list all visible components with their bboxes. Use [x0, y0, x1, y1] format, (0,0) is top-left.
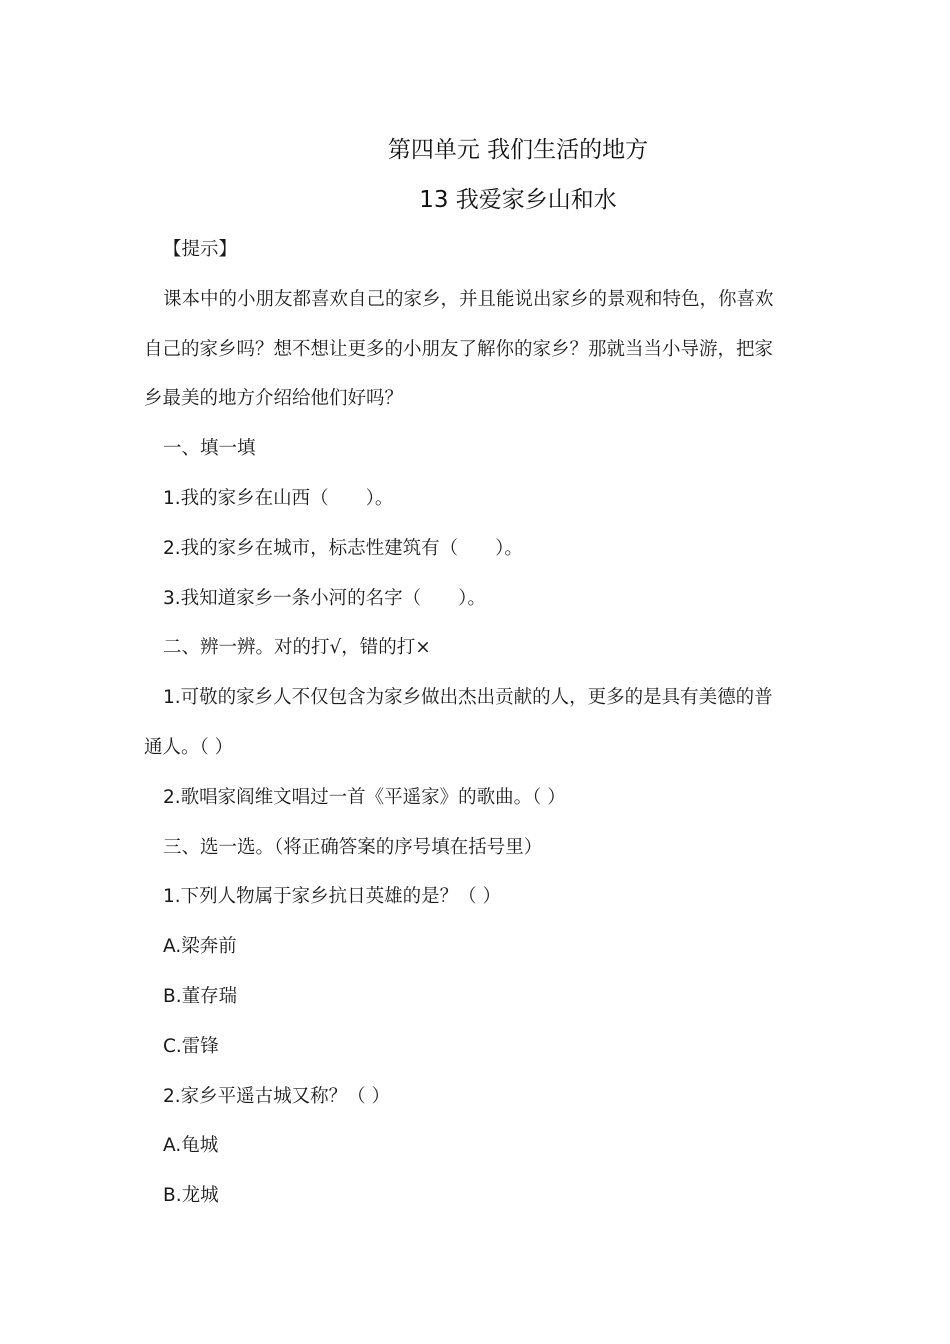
section2-item-1-line-2: 通人。（ ） — [144, 737, 234, 758]
section1-item-3: 3.我知道家乡一条小河的名字（ ）。 — [163, 588, 486, 609]
q1-option-b: B.董存瑞 — [163, 986, 238, 1007]
q1-option-c: C.雷锋 — [163, 1036, 219, 1057]
hint-label: 【提示】 — [163, 239, 238, 260]
section2-item-1-line-1: 1.可敬的家乡人不仅包含为家乡做出杰出贡献的人，更多的是具有美德的普 — [163, 687, 773, 708]
section1-item-2: 2.我的家乡在城市，标志性建筑有（ ）。 — [163, 538, 523, 559]
section3-question-2: 2.家乡平遥古城又称？（ ） — [163, 1086, 391, 1107]
unit-title: 第四单元 我们生活的地方 — [387, 137, 649, 163]
section1-item-1: 1.我的家乡在山西（ ）。 — [163, 488, 394, 509]
lesson-title: 13 我爱家乡山和水 — [419, 187, 617, 213]
section3-heading: 三、选一选。（将正确答案的序号填在括号里） — [163, 837, 543, 858]
q1-option-a: A.梁奔前 — [163, 936, 237, 957]
section2-heading: 二、辨一辨。对的打√，错的打× — [163, 637, 431, 658]
section1-heading: 一、填一填 — [163, 438, 256, 459]
section2-item-2: 2.歌唱家阎维文唱过一首《平遥家》的歌曲。（ ） — [163, 787, 566, 808]
intro-line-3: 乡最美的地方介绍给他们好吗？ — [144, 388, 404, 409]
q2-option-a: A.龟城 — [163, 1135, 219, 1156]
section3-question-1: 1.下列人物属于家乡抗日英雄的是？（ ） — [163, 886, 502, 907]
intro-line-1: 课本中的小朋友都喜欢自己的家乡，并且能说出家乡的景观和特色，你喜欢 — [163, 289, 774, 310]
intro-line-2: 自己的家乡吗？想不想让更多的小朋友了解你的家乡？那就当当小导游，把家 — [144, 339, 774, 360]
q2-option-b: B.龙城 — [163, 1185, 219, 1206]
